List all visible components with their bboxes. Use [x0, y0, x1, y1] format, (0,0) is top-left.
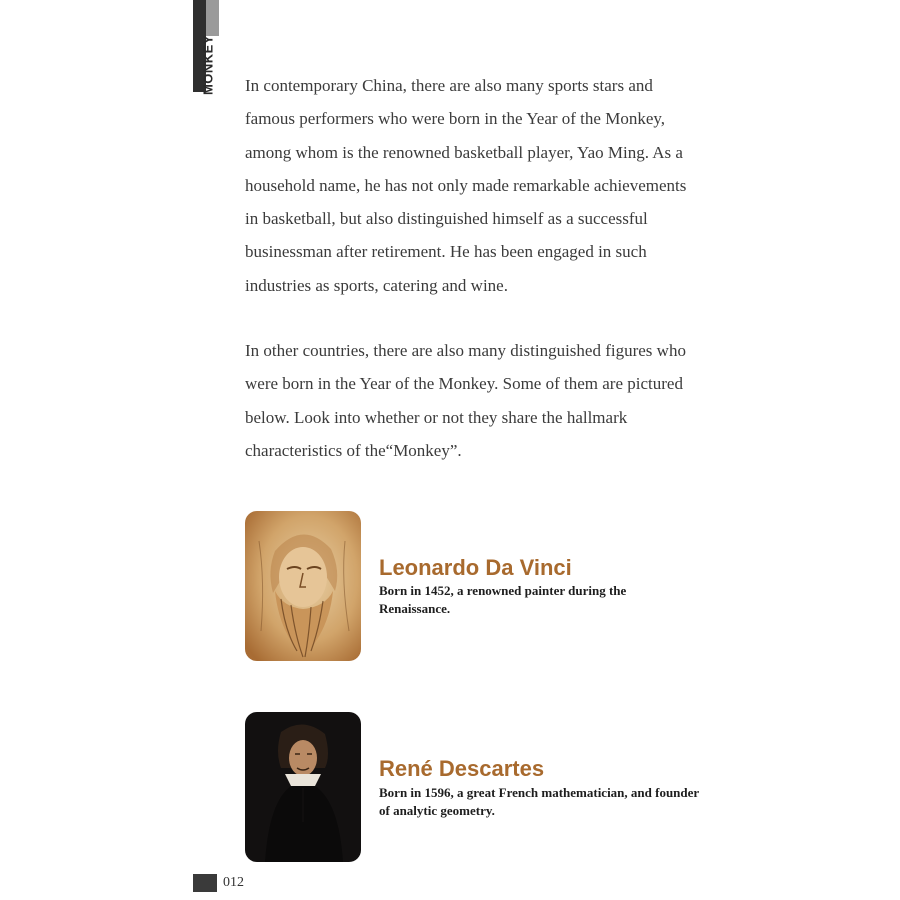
sketch-portrait-icon	[245, 511, 361, 661]
page-number-mark	[193, 874, 217, 892]
body-paragraph-1	[245, 69, 695, 302]
person-name: René Descartes	[379, 756, 545, 781]
paragraph-text: In contemporary China, there are also many sports stars and famous performers who were born in the Year of the Monkey, among whom is the renowned basketball player, Yao Ming. As a household name, he has not only made remarkable achievements in basketball, but also distinguished himself as a successful businessman after retirement. He has been engaged in such industries as sports, catering and wine.	[245, 76, 687, 295]
side-tab-label-box	[193, 34, 223, 96]
oil-portrait-icon	[245, 712, 361, 862]
side-tab-light-bar	[206, 0, 219, 36]
side-tab-label: MONKEY	[200, 34, 216, 96]
body-paragraph-2	[245, 334, 695, 467]
da-vinci-portrait-svg	[245, 511, 361, 661]
person-description: Born in 1452, a renowned painter during the Renaissance.	[379, 583, 627, 616]
person-name: Leonardo Da Vinci	[379, 555, 572, 580]
descartes-portrait-svg	[245, 712, 361, 862]
chapter-side-tab	[193, 0, 223, 96]
page-number: 012	[223, 875, 244, 890]
paragraph-text: In other countries, there are also many distinguished figures who were born in the Year of the Monkey. Some of them are pictured below. Look into whether or not they share the hallmark characteristics of the“Monkey”.	[245, 341, 686, 460]
person-description: Born in 1596, a great French mathematician, and founder of analytic geometry.	[379, 785, 699, 818]
